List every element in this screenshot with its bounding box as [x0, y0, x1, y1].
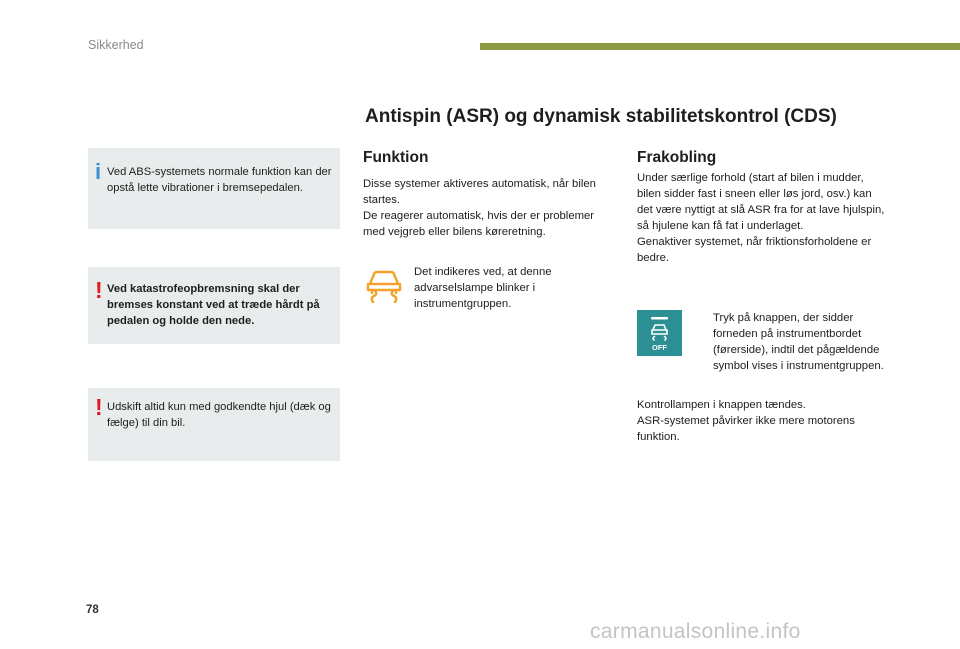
result-line: Kontrollampen i knappen tændes. — [637, 399, 806, 411]
funktion-paragraph: De reagerer automatisk, hvis der er problemer med vejgreb eller bilens køreretning. — [363, 210, 595, 238]
press-instruction: Tryk på knappen, der sidder forneden på instrumentbordet (førerside), indtil det pågældende symbol vises i instrumentgruppen. — [713, 312, 884, 372]
info-note-text: Ved ABS-systemets normale funktion kan der opstå lette vibrationer i bremsepedalen. — [107, 166, 332, 194]
frakobling-heading: Frakobling — [637, 149, 717, 166]
funktion-body — [363, 176, 618, 240]
indicator-description: Det indikeres ved, at denne advarselslampe blinker i instrumentgruppen. — [414, 266, 552, 310]
off-label: OFF — [652, 343, 667, 352]
asr-off-button-icon — [637, 310, 682, 356]
info-icon: i — [95, 159, 102, 184]
funktion-heading: Funktion — [363, 149, 429, 166]
funktion-paragraph: Disse systemer aktiveres automatisk, når bilen startes. — [363, 178, 596, 206]
page-title: Antispin (ASR) og dynamisk stabilitetskontrol (CDS) — [365, 106, 837, 127]
frakobling-body — [637, 170, 887, 266]
result-text — [637, 397, 897, 445]
warning-note — [88, 388, 340, 461]
info-note — [88, 148, 340, 229]
warning-icon: ! — [95, 394, 103, 420]
result-line: ASR-systemet påvirker ikke mere motorens funktion. — [637, 415, 855, 443]
header-rule — [480, 43, 960, 50]
page-number: 78 — [86, 604, 99, 616]
section-title: Sikkerhed — [88, 38, 144, 52]
watermark: carmanualsonline.info — [590, 620, 801, 643]
asr-warning-lamp-icon — [364, 267, 404, 308]
frakobling-paragraph: Genaktiver systemet, når friktionsforholdene er bedre. — [637, 236, 872, 264]
warning-note-text: Udskift altid kun med godkendte hjul (dæk og fælge) til din bil. — [107, 401, 331, 429]
frakobling-paragraph: Under særlige forhold (start af bilen i mudder, bilen sidder fast i sneen eller løs jord, osv.) kan det være nyttigt at slå ASR fra for at lave hjulspin, så hjulene kan få fat i underlaget. — [637, 172, 885, 232]
warning-note — [88, 267, 340, 344]
warning-note-text: Ved katastrofeopbremsning skal der bremses konstant ved at træde hårdt på pedalen og holde den nede. — [107, 283, 320, 327]
warning-icon: ! — [95, 277, 103, 303]
